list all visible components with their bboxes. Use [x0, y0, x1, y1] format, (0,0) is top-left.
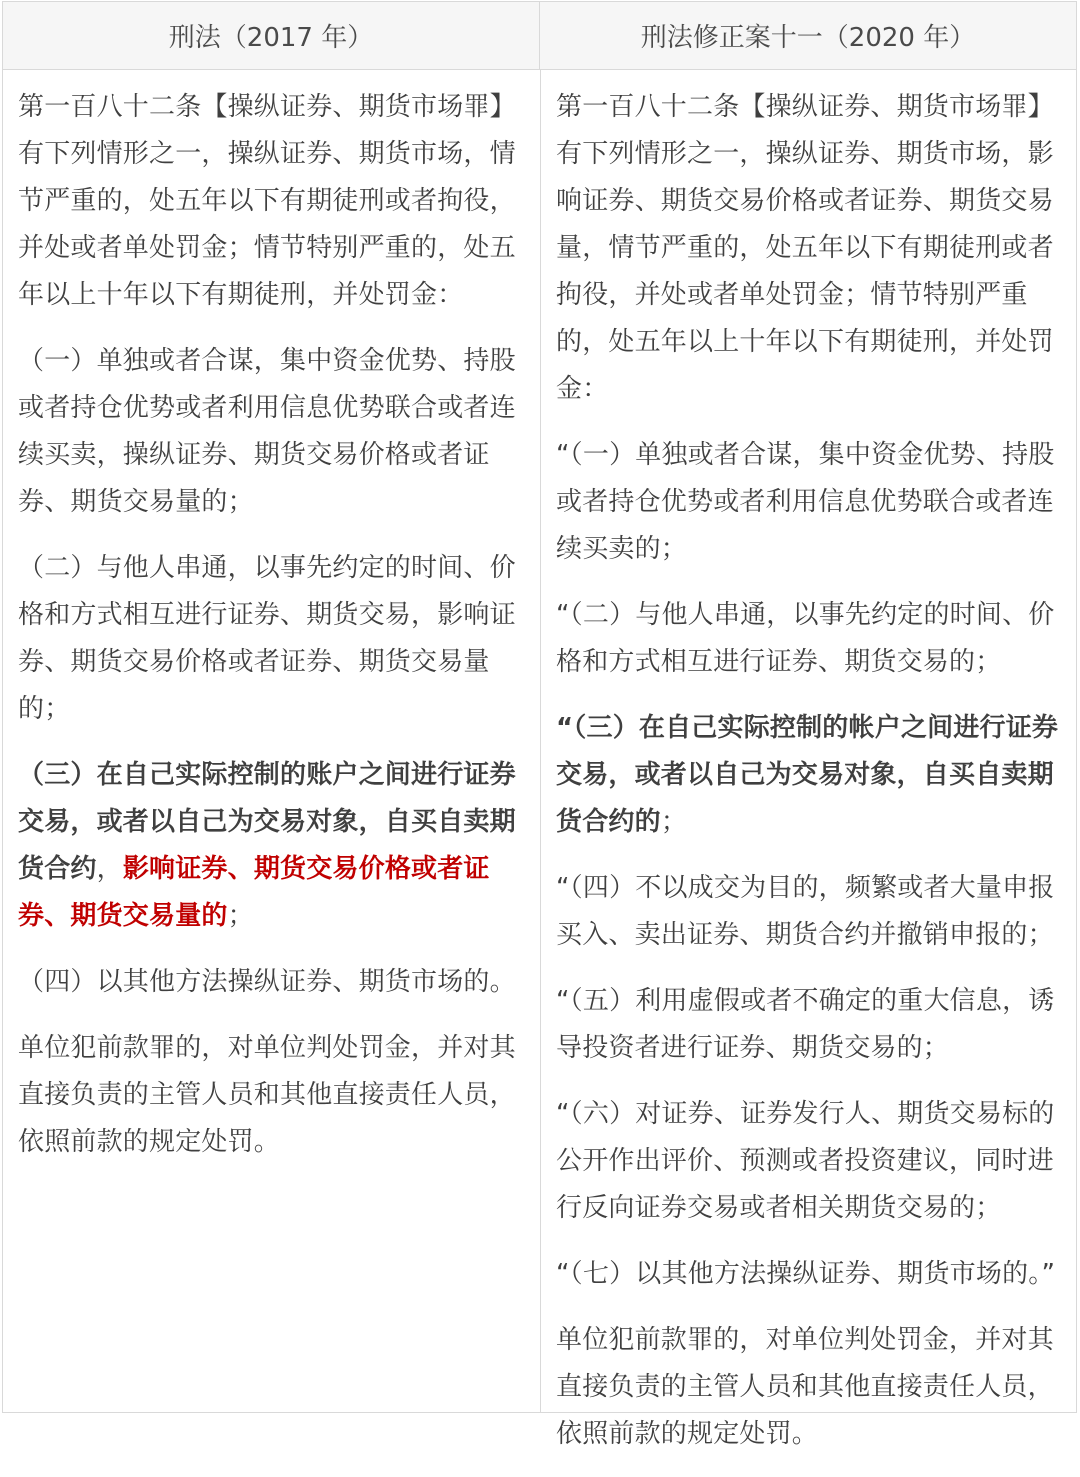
column-2017 — [3, 70, 540, 1185]
clause-2: （二）与他人串通，以事先约定的时间、价格和方式相互进行证券、期货交易，影响证券、期货交易价格或者证券、期货交易量的； — [18, 553, 516, 724]
unit-crime-paragraph: 单位犯前款罪的，对单位判处罚金，并对其直接负责的主管人员和其他直接责任人员，依照前款的规定处罚。 — [556, 1325, 1054, 1449]
clause-2: “（二）与他人串通，以事先约定的时间、价格和方式相互进行证券、期货交易的； — [556, 600, 1055, 677]
clause-1: “（一）单独或者合谋，集中资金优势、持股或者持仓优势或者利用信息优势联合或者连续买卖的； — [556, 440, 1055, 564]
article-intro: 第一百八十二条【操纵证券、期货市场罪】有下列情形之一，操纵证券、期货市场，情节严重的，处五年以下有期徒刑或者拘役，并处或者单处罚金；情节特别严重的，处五年以上十年以下有期徒刑，并处罚金： — [18, 92, 516, 310]
clause-4: “（四）不以成交为目的，频繁或者大量申报买入、卖出证券、期货合约并撤销申报的； — [556, 873, 1055, 950]
clause-7: “（七）以其他方法操纵证券、期货市场的。” — [556, 1259, 1056, 1289]
clause-3-bold-text: （三）在自己实际控制的账户之间进行证券交易，或者以自己为交易对象，自买自卖期货合约 — [18, 760, 516, 884]
header-criminal-law-2017 — [3, 2, 540, 70]
clause-3-end: ； — [660, 807, 688, 837]
clause-6: “（六）对证券、证券发行人、期货交易标的公开作出评价、预测或者投资建议，同时进行反向证券交易或者相关期货交易的； — [556, 1099, 1055, 1223]
header-amendment-xi-2020 — [540, 2, 1076, 70]
article-intro: 第一百八十二条【操纵证券、期货市场罪】有下列情形之一，操纵证券、期货市场，影响证券、期货交易价格或者证券、期货交易量，情节严重的，处五年以下有期徒刑或者拘役，并处或者单处罚金；情节特别严重的，处五年以上十年以下有期徒刑，并处罚金： — [556, 92, 1054, 404]
column-2020 — [541, 70, 1078, 1477]
comparison-table — [2, 1, 1077, 1449]
clause-3 — [556, 705, 1078, 846]
clause-1: （一）单独或者合谋，集中资金优势、持股或者持仓优势或者利用信息优势联合或者连续买卖，操纵证券、期货交易价格或者证券、期货交易量的； — [18, 346, 516, 517]
clause-4: （四）以其他方法操纵证券、期货市场的。 — [18, 967, 516, 997]
header-left-label: 刑法（2017 年） — [168, 23, 374, 53]
clause-3-highlight-red: 影响证券、期货交易价格或者证券、期货交易量的 — [18, 854, 490, 931]
clause-3-end: ； — [227, 901, 254, 931]
clause-5: “（五）利用虚假或者不确定的重大信息，诱导投资者进行证券、期货交易的； — [556, 986, 1055, 1063]
unit-crime-paragraph: 单位犯前款罪的，对单位判处罚金，并对其直接负责的主管人员和其他直接责任人员，依照前款的规定处罚。 — [18, 1033, 516, 1157]
header-right-label: 刑法修正案十一（2020 年） — [640, 23, 976, 53]
clause-3 — [18, 752, 540, 940]
clause-3-bold-text: “（三）在自己实际控制的帐户之间进行证券交易，或者以自己为交易对象，自买自卖期货合约的 — [556, 713, 1059, 837]
clause-3-separator: ， — [96, 854, 123, 884]
